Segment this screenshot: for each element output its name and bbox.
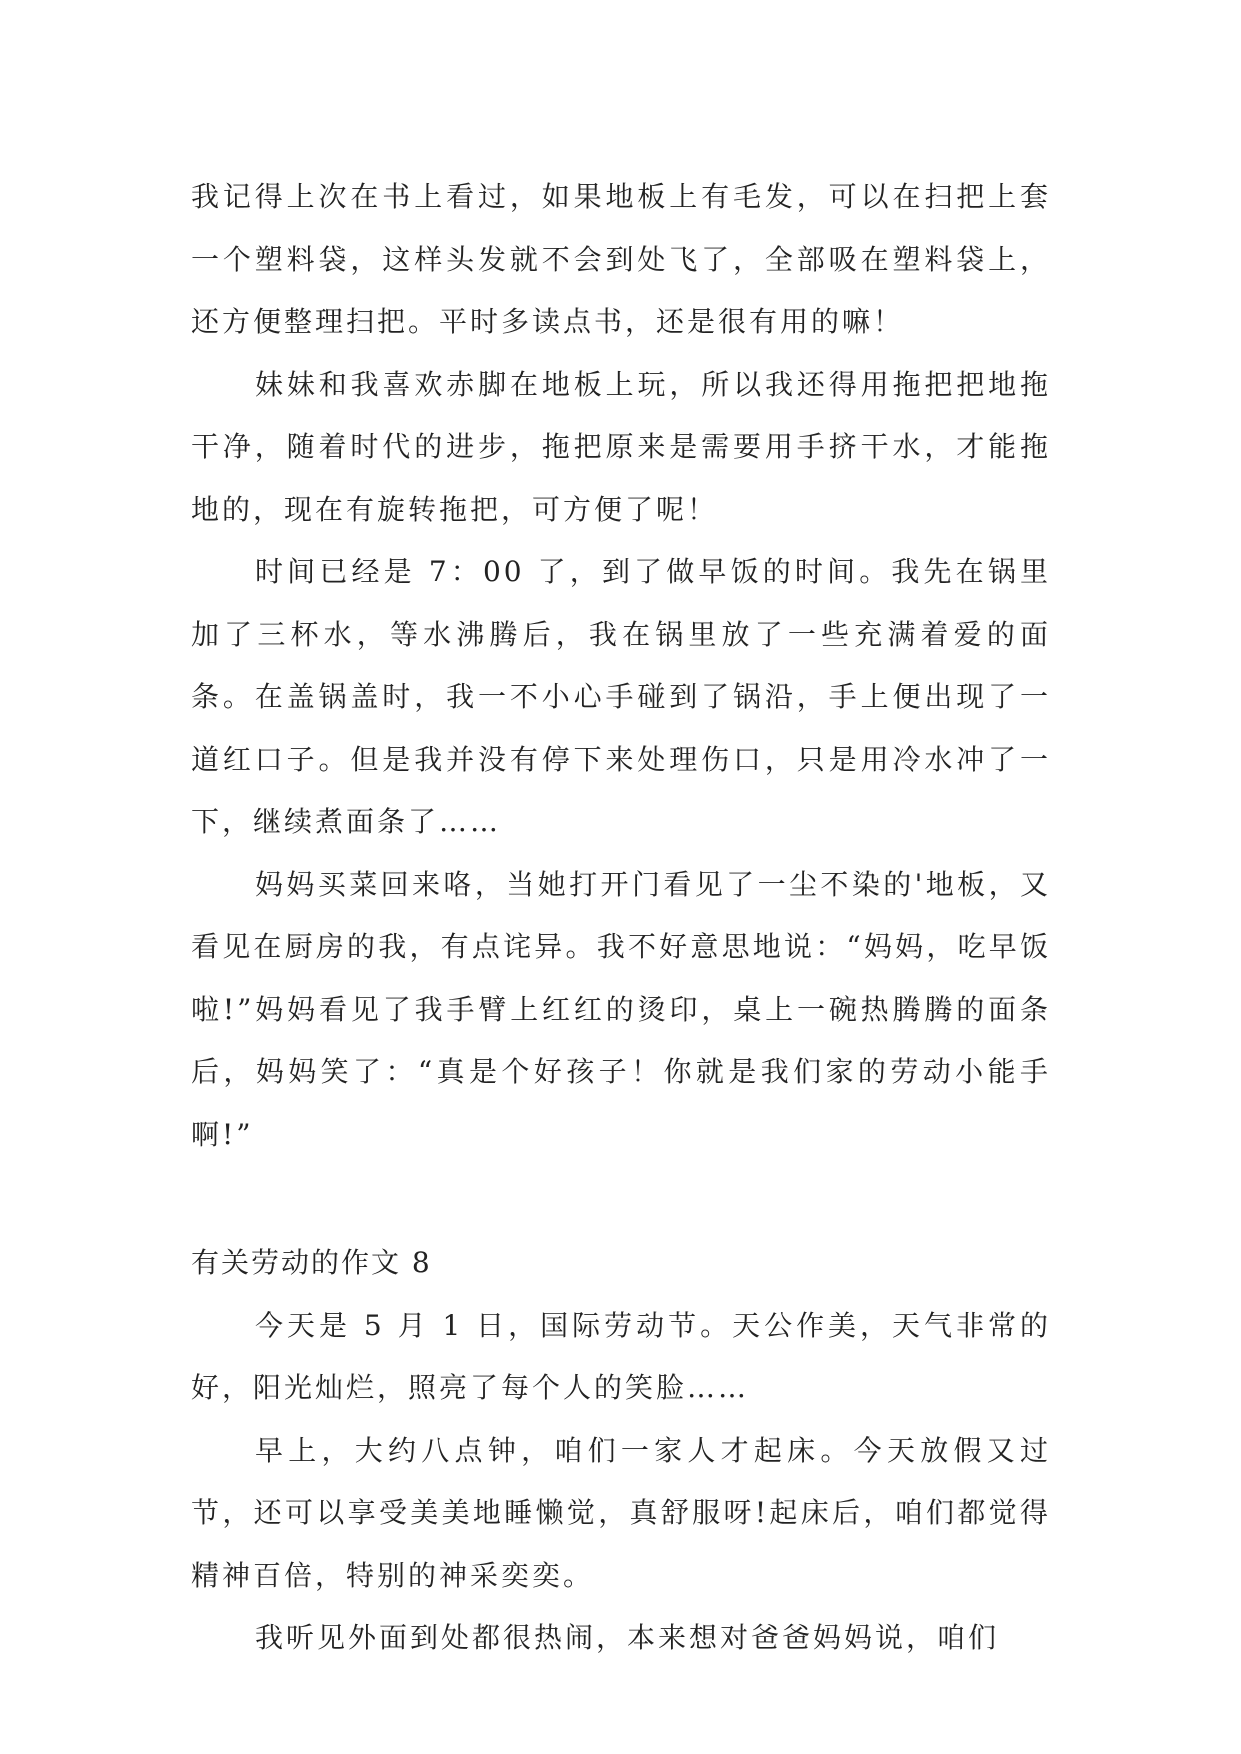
section-title: 有关劳动的作文 8 [191,1246,432,1279]
paragraph-3: 时间已经是 7：00 了，到了做早饭的时间。我先在锅里加了三杯水，等水沸腾后，我在锅里放了一些充满着爱的面条。在盖锅盖时，我一不小心手碰到了锅沿，手上便出现了一道红口子。但是我并没有停下来处理伤口，只是用冷水冲了一下，继续煮面条了…… [191,555,1051,838]
document-page [191,166,1051,1670]
paragraph-2: 妹妹和我喜欢赤脚在地板上玩，所以我还得用拖把把地拖干净，随着时代的进步，拖把原来是需要用手挤干水，才能拖地的，现在有旋转拖把，可方便了呢！ [191,367,1051,526]
paragraph-6: 早上，大约八点钟，咱们一家人才起床。今天放假又过节，还可以享受美美地睡懒觉，真舒服呀!起床后，咱们都觉得精神百倍，特别的神采奕奕。 [191,1433,1051,1592]
paragraph-1: 我记得上次在书上看过，如果地板上有毛发，可以在扫把上套一个塑料袋，这样头发就不会到处飞了，全部吸在塑料袋上，还方便整理扫把。平时多读点书，还是很有用的嘛！ [191,180,1051,338]
paragraph-4: 妈妈买菜回来咯，当她打开门看见了一尘不染的'地板，又看见在厨房的我，有点诧异。我不好意思地说：“妈妈，吃早饭啦!”妈妈看见了我手臂上红红的烫印，桌上一碗热腾腾的面条后，妈妈笑了：“真是个好孩子！你就是我们家的劳动小能手啊!” [191,867,1051,1151]
paragraph-7: 我听见外面到处都很热闹，本来想对爸爸妈妈说，咱们 [255,1621,1000,1654]
paragraph-5: 今天是 5 月 1 日，国际劳动节。天公作美，天气非常的好，阳光灿烂，照亮了每个人的笑脸…… [191,1308,1051,1404]
